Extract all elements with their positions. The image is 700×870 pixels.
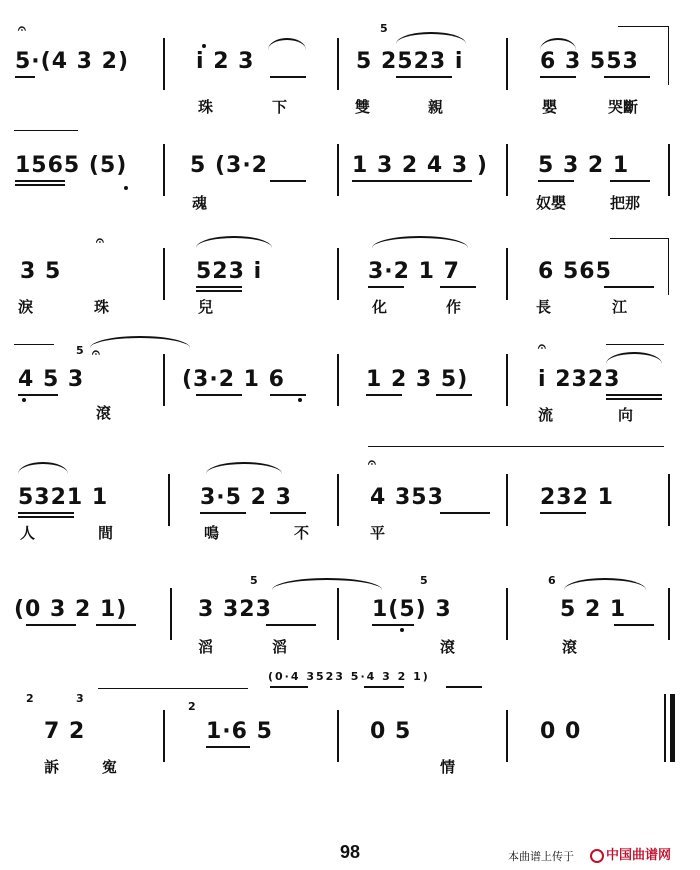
underline [538, 180, 574, 182]
lyric: 滔 [272, 638, 288, 656]
lyric: 魂 [192, 194, 208, 212]
barline [337, 474, 339, 526]
lyric: 化 [372, 298, 388, 316]
barline [163, 710, 165, 762]
lyric: 情 [440, 758, 456, 776]
underline [15, 180, 65, 182]
tie [368, 446, 664, 447]
grace-note: 5 [380, 22, 388, 35]
lyric: 嬰 [542, 98, 558, 116]
barline [668, 144, 670, 196]
score-row-6 [0, 560, 700, 680]
measure-7-1: 7 2 [44, 719, 86, 744]
accompaniment-line: (0·4 3523 5·4 3 2 1) [268, 670, 430, 683]
barline [337, 354, 339, 406]
measure-2-2: 5 (3·2 [190, 153, 268, 178]
page-number: 98 [340, 842, 361, 862]
slur [396, 32, 466, 44]
underline [614, 624, 654, 626]
barline [337, 588, 339, 640]
underline [270, 686, 308, 688]
underline [436, 394, 472, 396]
slur [540, 38, 576, 50]
fermata-icon: 𝄐 [538, 339, 546, 355]
lyric: 兒 [198, 298, 214, 316]
underline [366, 394, 402, 396]
score-row-5 [0, 444, 700, 564]
lyric: 訴 [44, 758, 60, 776]
underline [206, 746, 250, 748]
fermata-icon: 𝄐 [92, 345, 100, 361]
underline [26, 624, 76, 626]
underline [196, 394, 242, 396]
site-logo[interactable] [590, 844, 671, 863]
measure-1-3: 5 2523 i [356, 49, 464, 74]
measure-4-3: 1 2 3 5) [366, 367, 469, 392]
measure-4-4: i 2323 [538, 367, 621, 392]
score-row-4 [0, 330, 700, 450]
measure-3-4: 6 565 [538, 259, 612, 284]
octave-dot [400, 628, 404, 632]
underline [196, 290, 242, 292]
lyric: 寃 [102, 758, 118, 776]
octave-dot [124, 186, 128, 190]
grace-note: 2 [188, 700, 196, 713]
lyric: 珠 [198, 98, 214, 116]
lyric: 滾 [96, 404, 112, 422]
measure-6-2: 3 323 [198, 597, 272, 622]
barline [337, 710, 339, 762]
score-row-1 [0, 10, 700, 130]
slur [564, 578, 646, 590]
logo-icon [590, 849, 604, 863]
grace-note: 6 [548, 574, 556, 587]
grace-note: 2 [26, 692, 34, 705]
lyric: 長 [536, 298, 552, 316]
grace-note: 5 [420, 574, 428, 587]
underline [446, 686, 482, 688]
lyric: 下 [272, 98, 288, 116]
slur [372, 236, 468, 248]
measure-2-1: 1565 (5) [15, 153, 128, 178]
score-row-3 [0, 226, 700, 346]
score-row-7 [0, 664, 700, 784]
measure-5-2: 3·5 2 3 [200, 485, 292, 510]
grace-note: 5 [76, 344, 84, 357]
slur [18, 462, 68, 474]
lyric: 奴嬰 [536, 194, 567, 212]
slur [90, 336, 190, 348]
measure-1-2: i 2 3 [196, 49, 255, 74]
lyric: 作 [446, 298, 462, 316]
fermata-icon: 𝄐 [368, 455, 376, 471]
barline [506, 588, 508, 640]
barline [163, 144, 165, 196]
tie [14, 130, 78, 131]
underline [440, 512, 490, 514]
barline [506, 474, 508, 526]
slur [206, 462, 282, 474]
barline [337, 248, 339, 300]
underline [270, 512, 306, 514]
underline [15, 76, 35, 78]
slur [606, 352, 662, 364]
underline [18, 512, 74, 514]
underline [96, 624, 136, 626]
lyric: 珠 [94, 298, 110, 316]
source-text: 本曲谱上传于 [508, 850, 574, 863]
measure-5-3: 4 353 [370, 485, 444, 510]
lyric: 滾 [562, 638, 578, 656]
lyric: 平 [370, 524, 386, 542]
measure-3-2: 523 i [196, 259, 263, 284]
final-barline-thin [664, 694, 666, 762]
barline [163, 354, 165, 406]
measure-4-2: (3·2 1 6 [182, 367, 285, 392]
measure-6-4: 5 2 1 [560, 597, 627, 622]
barline [168, 474, 170, 526]
lyric: 滾 [440, 638, 456, 656]
measure-7-2: 1·6 5 [206, 719, 273, 744]
barline [506, 144, 508, 196]
lyric: 親 [428, 98, 444, 116]
fermata-icon: 𝄐 [96, 233, 104, 249]
lyric: 滔 [198, 638, 214, 656]
underline [372, 624, 414, 626]
barline [668, 474, 670, 526]
octave-dot [202, 44, 206, 48]
measure-3-1: 3 5 [20, 259, 62, 284]
octave-dot [298, 398, 302, 402]
barline [337, 144, 339, 196]
grace-note: 3 [76, 692, 84, 705]
underline [270, 76, 306, 78]
measure-5-4: 232 1 [540, 485, 614, 510]
barline [337, 38, 339, 90]
lyric: 江 [612, 298, 628, 316]
underline [540, 512, 586, 514]
final-barline-thick [670, 694, 675, 762]
underline [352, 180, 472, 182]
slur [196, 236, 272, 248]
underline [606, 398, 662, 400]
barline [668, 588, 670, 640]
slur [272, 578, 382, 590]
lyric: 淚 [18, 298, 34, 316]
score-row-2 [0, 120, 700, 240]
underline [540, 76, 576, 78]
underline [368, 286, 404, 288]
measure-4-1: 4 5 3 [18, 367, 85, 392]
barline [506, 354, 508, 406]
underline [266, 624, 316, 626]
measure-5-1: 5321 1 [18, 485, 109, 510]
underline [200, 512, 246, 514]
underline [196, 286, 242, 288]
lyric: 間 [98, 524, 114, 542]
measure-7-4: 0 0 [540, 719, 582, 744]
measure-6-1: (0 3 2 1) [14, 597, 128, 622]
tie [98, 688, 248, 689]
grace-note: 5 [250, 574, 258, 587]
tie [618, 26, 669, 85]
underline [270, 180, 306, 182]
lyric: 把那 [610, 194, 641, 212]
underline [18, 516, 74, 518]
lyric: 流 [538, 406, 554, 424]
barline [506, 710, 508, 762]
measure-2-3: 1 3 2 4 3 ) [352, 153, 488, 178]
underline [606, 394, 662, 396]
underline [270, 394, 306, 396]
underline [396, 76, 452, 78]
underline [15, 184, 65, 186]
measure-2-4: 5 3 2 1 [538, 153, 630, 178]
fermata-icon: 𝄐 [18, 21, 26, 37]
measure-1-4: 6 3 553 [540, 49, 639, 74]
measure-7-3: 0 5 [370, 719, 412, 744]
barline [506, 248, 508, 300]
tie [14, 344, 54, 345]
lyric: 不 [294, 524, 310, 542]
lyric: 雙 [355, 98, 371, 116]
measure-1-1: 5·(4 3 2) [15, 49, 130, 74]
underline [604, 286, 654, 288]
lyric: 向 [618, 406, 634, 424]
slur [268, 38, 306, 50]
lyric: 鳴 [204, 524, 220, 542]
underline [610, 180, 650, 182]
measure-3-3: 3·2 1 7 [368, 259, 460, 284]
barline [506, 38, 508, 90]
underline [440, 286, 476, 288]
measure-6-3: 1(5) 3 [372, 597, 452, 622]
barline [163, 38, 165, 90]
logo-text: 中国曲谱网 [606, 848, 672, 863]
lyric: 人 [20, 524, 36, 542]
tie [606, 344, 664, 345]
barline [163, 248, 165, 300]
underline [364, 686, 404, 688]
lyric: 哭斷 [608, 98, 639, 116]
barline [170, 588, 172, 640]
octave-dot [22, 398, 26, 402]
underline [18, 394, 58, 396]
